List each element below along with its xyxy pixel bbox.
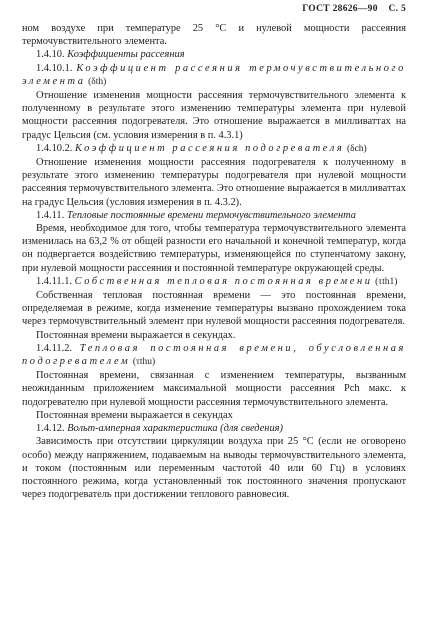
page-number: С. 5	[388, 4, 406, 14]
units-note-2: Постоянная времени выражается в секундах	[36, 409, 233, 421]
clause-text-1-4-11-1: Собственная тепловая постоянная времени — это постоянная времени, определяемая в режиме, когда изменение температуры вызвано прохождением тока через термочувствительный элемент при нулевой мощности рассеяния подогревателя.	[22, 290, 406, 328]
clause-heading-1-4-11-2: 1.4.11.2. Тепловая постоянная времени, обусловленная подогревателем (τthu)	[22, 342, 406, 368]
page-header	[294, 4, 406, 14]
clause-heading-1-4-11: 1.4.11. Тепловые постоянные времени термочувствительного элемента	[36, 209, 356, 221]
clause-text-1-4-12: Зависимость при отсутствии циркуляции воздуха при 25 °С (если не оговорено особо) между напряжением, подаваемым на выводы термочувствительного элемента, и током (постоянным или переменным частотой 40 или 60 Гц) в условиях постоянного режима, когда установленный ток постоянного значения пропускают через подогреватель при достижении теплового равновесия.	[22, 436, 406, 501]
document-body	[22, 22, 406, 501]
continued-paragraph: ном воздухе при температуре 25 °С и нулевой мощности рассеяния термочувствительного элемента.	[22, 23, 406, 48]
clause-heading-1-4-12: 1.4.12. Вольт-амперная характеристика (для сведения)	[36, 423, 283, 435]
clause-heading-1-4-11-1: 1.4.11.1. Собственная тепловая постоянная времени (τth1)	[36, 275, 398, 287]
clause-text-1-4-11-2: Постоянная времени, связанная с изменением температуры, вызванным неожиданным приложением максимальной мощности рассеяния Pch макс. к подогревателю при нулевой мощности рассеяния термочувствительного элемента.	[22, 370, 406, 408]
clause-text-1-4-10-1: Отношение изменения мощности рассеяния термочувствительного элемента к полученному в результате этого изменению температуры элемента при нулевой мощности рассеяния подогревателя. Это отношение выражается в милливаттах на градус Цельсия (см. условия измерения в п. 4.3.1)	[22, 90, 406, 141]
standard-number: ГОСТ 28626—90	[302, 4, 378, 14]
clause-heading-1-4-10: 1.4.10. Коэффициенты рассеяния	[36, 49, 185, 61]
units-note-1: Постоянная времени выражается в секундах.	[36, 329, 236, 341]
clause-text-1-4-10-2: Отношение изменения мощности рассеяния подогревателя к полученному в результате этого изменению температуры подогревателя при нулевой мощности рассеяния термочувствительного элемента. Это отношение выражается в милливаттах на градус Цельсия (условия измерения в п. 4.3.2).	[22, 157, 406, 208]
clause-heading-1-4-10-2: 1.4.10.2. Коэффициент рассеяния подогревателя (δch)	[36, 142, 367, 154]
clause-heading-1-4-10-1: 1.4.10.1. Коэффициент рассеяния термочувствительного элемента (δth)	[22, 62, 406, 87]
clause-text-1-4-11: Время, необходимое для того, чтобы температура термочувствительного элемента изменилась на 63,2 % от общей разности его начальной и конечной температур, когда он подвергается воздействию температуры, изменяющейся по ступенчатому закону, при нулевой мощности рассеяния и постоянной температуре окружающей среды.	[22, 223, 406, 274]
